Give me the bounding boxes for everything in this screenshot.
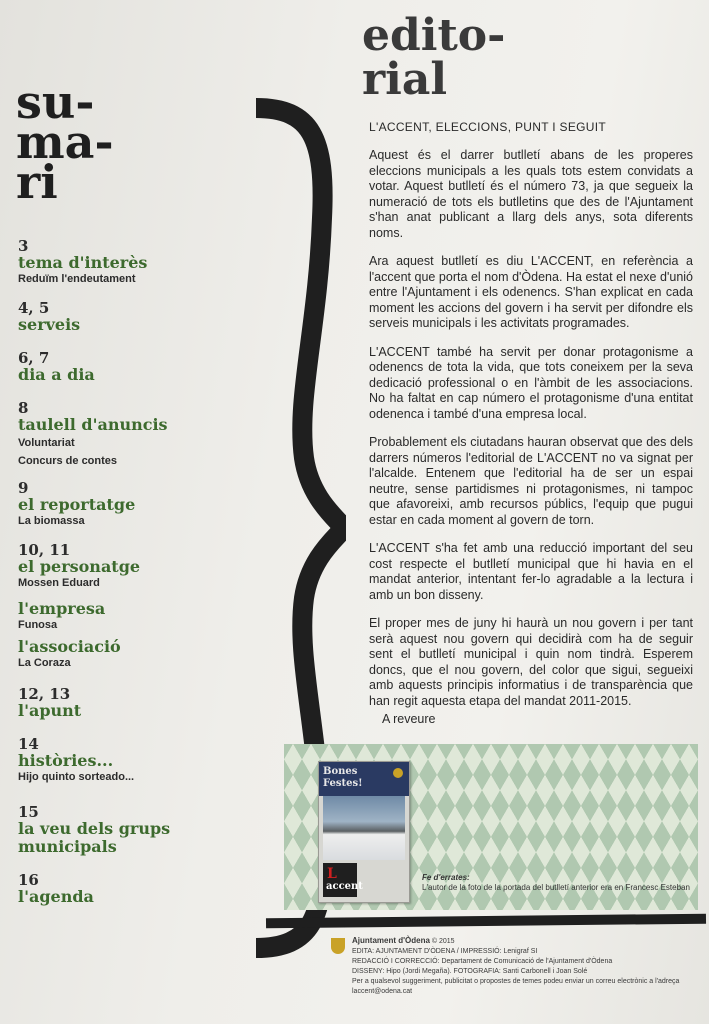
toc-item [18,638,258,671]
toc-section-title: el personatge [18,557,141,576]
cover-photo [323,796,405,860]
toc-page-number: 14 [18,735,39,753]
accent-logo-mark: L [327,866,337,882]
toc-item [18,600,258,633]
toc-section-title: l'agenda [18,887,94,906]
editorial-body [369,148,693,722]
toc-subtitle: Funosa [18,619,58,631]
cover-title-line: Festes! [323,778,363,789]
toc-page-number: 15 [18,803,39,821]
colophon-line: REDACCIÓ I CORRECCIÓ: Departament de Comunicació de l'Ajuntament d'Òdena [352,958,613,965]
editorial-paragraph: Aquest és el darrer butlletí abans de les properes eleccions municipals a les quals tots estem convidats a votar. Aquest butlletí és el número 73, ja que segueix la numeració de tots els butlletins que des de l'Ajuntament s'han anat publicant a llarg dels anys, sota diferents noms. [369,148,693,240]
sumari-heading-line: su- [16,75,95,129]
editorial-heading [362,10,506,105]
colophon-org: Ajuntament d'Òdena [352,936,430,945]
toc-item [18,736,258,785]
toc-item [18,238,258,287]
accent-logo-text: accent [326,881,363,892]
sumari-heading-line: ma- [16,115,114,169]
toc-section-title: l'associació [18,637,121,656]
town-crest-icon [331,938,345,954]
toc-item [18,480,258,529]
errata-note [422,873,692,893]
toc-subtitle: La Coraza [18,657,71,669]
sumari-heading [16,75,166,209]
colophon-line: Per a qualsevol suggeriment, publicitat o propostes de temes podeu enviar un correu electrònic a l'adreça laccent@odena.cat [352,978,680,995]
toc-item [18,350,258,384]
toc-subtitle: Reduïm l'endeutament [18,273,136,285]
errata-label: Fe d'errates: [422,873,470,882]
toc-subtitle: Hijo quinto sorteado... [18,771,135,783]
cover-header [319,762,409,796]
toc-section-title: l'empresa [18,599,106,618]
toc-page-number: 4, 5 [18,299,50,317]
editorial-paragraph: Probablement els ciutadans hauran observat que des dels darrers números l'editorial de L'ACCENT no va signat per l'alcalde. Entenem que l'editorial ha de ser un espai neutre, sense partidismes ni protagonismes, ni tampoc que afavoreixi, amb recursos públics, l'equip que pugui estar en cada moment al govern de torn. [369,435,693,527]
accent-logo [323,863,363,897]
sumari-heading-line: ri [16,155,58,209]
toc-page-number: 6, 7 [18,349,50,367]
previous-issue-cover [318,761,410,903]
toc-page-number: 16 [18,871,39,889]
editorial-paragraph: L'ACCENT s'ha fet amb una reducció important del seu cost respecte el butlletí municipal que hi havia en el mandat anterior, intentant fer-lo agradable a la lectura i amb un bon disseny. [369,541,693,602]
toc-section-title: el reportatge [18,495,136,514]
toc-page-number: 9 [18,479,29,497]
toc-item [18,804,258,856]
editorial-paragraph: L'ACCENT també ha servit per donar protagonisme a odenencs de tota la vida, que tots coneixem per la seva dedicació professional o en l'àmbit de les associacions. No ha faltat en cap número el protagonisme d'una entitat odenenca i també d'una empresa local. [369,344,693,421]
toc-section-title: tema d'interès [18,253,148,272]
editorial-signoff: A reveure [382,712,436,726]
toc-item [18,872,258,906]
toc-item [18,400,258,469]
toc-section-title: l'apunt [18,701,82,720]
toc-section-title-line2: municipals [18,837,117,856]
editorial-subtitle: L'ACCENT, ELECCIONS, PUNT I SEGUIT [369,120,606,134]
editorial-heading-line: rial [362,54,448,105]
toc-page-number: 12, 13 [18,685,71,703]
toc-section-title: dia a dia [18,365,95,384]
colophon-line: EDITA: AJUNTAMENT D'ÒDENA / IMPRESSIÓ: Lenigraf SI [352,948,538,955]
toc-section-title: taulell d'anuncis [18,415,168,434]
toc-section-title: històries... [18,751,114,770]
toc-page-number: 10, 11 [18,541,71,559]
cover-title-line: Bones [323,766,358,777]
toc-item [18,686,258,720]
errata-text: L'autor de la foto de la portada del butlletí anterior era en Francesc Esteban [422,883,690,892]
colophon [352,936,702,997]
colophon-line: DISSENY: Hipo (Jordi Megaña). FOTOGRAFIA: Santi Carbonell i Joan Solé [352,968,588,975]
toc-subtitle: Voluntariat [18,437,75,449]
toc-item [18,300,258,334]
cover-badge-icon [393,768,403,778]
toc-page-number: 3 [18,237,29,255]
toc-subtitle: Concurs de contes [18,455,118,467]
cover-title [323,766,363,790]
editorial-paragraph: El proper mes de juny hi haurà un nou govern i per tant serà aquest nou govern qui decidirà com ha de seguir sent el butlletí municipal i quin nom tindrà. Esperem doncs, que el nou govern, del color que sigui, segueixi amb aquests principis informatius i de transparència que han regit aquesta etapa del mandat 2011-2015. [369,616,693,708]
toc-section-title: la veu dels grups [18,819,171,838]
editorial-heading-line: edito- [362,10,506,61]
toc-item [18,542,258,591]
toc-page-number: 8 [18,399,29,417]
colophon-year: © 2015 [431,938,455,945]
toc-section-title: serveis [18,315,81,334]
toc-subtitle: La biomassa [18,515,85,527]
editorial-paragraph: Ara aquest butlletí es diu L'ACCENT, en referència a l'accent que porta el nom d'Òdena. Ha estat el nexe d'unió entre l'Ajuntament i els odenencs. S'han explicat en cada moment les accions del govern i ha servit per difondre els serveis municipals i les activitats programades. [369,254,693,330]
toc-subtitle: Mossen Eduard [18,577,100,589]
